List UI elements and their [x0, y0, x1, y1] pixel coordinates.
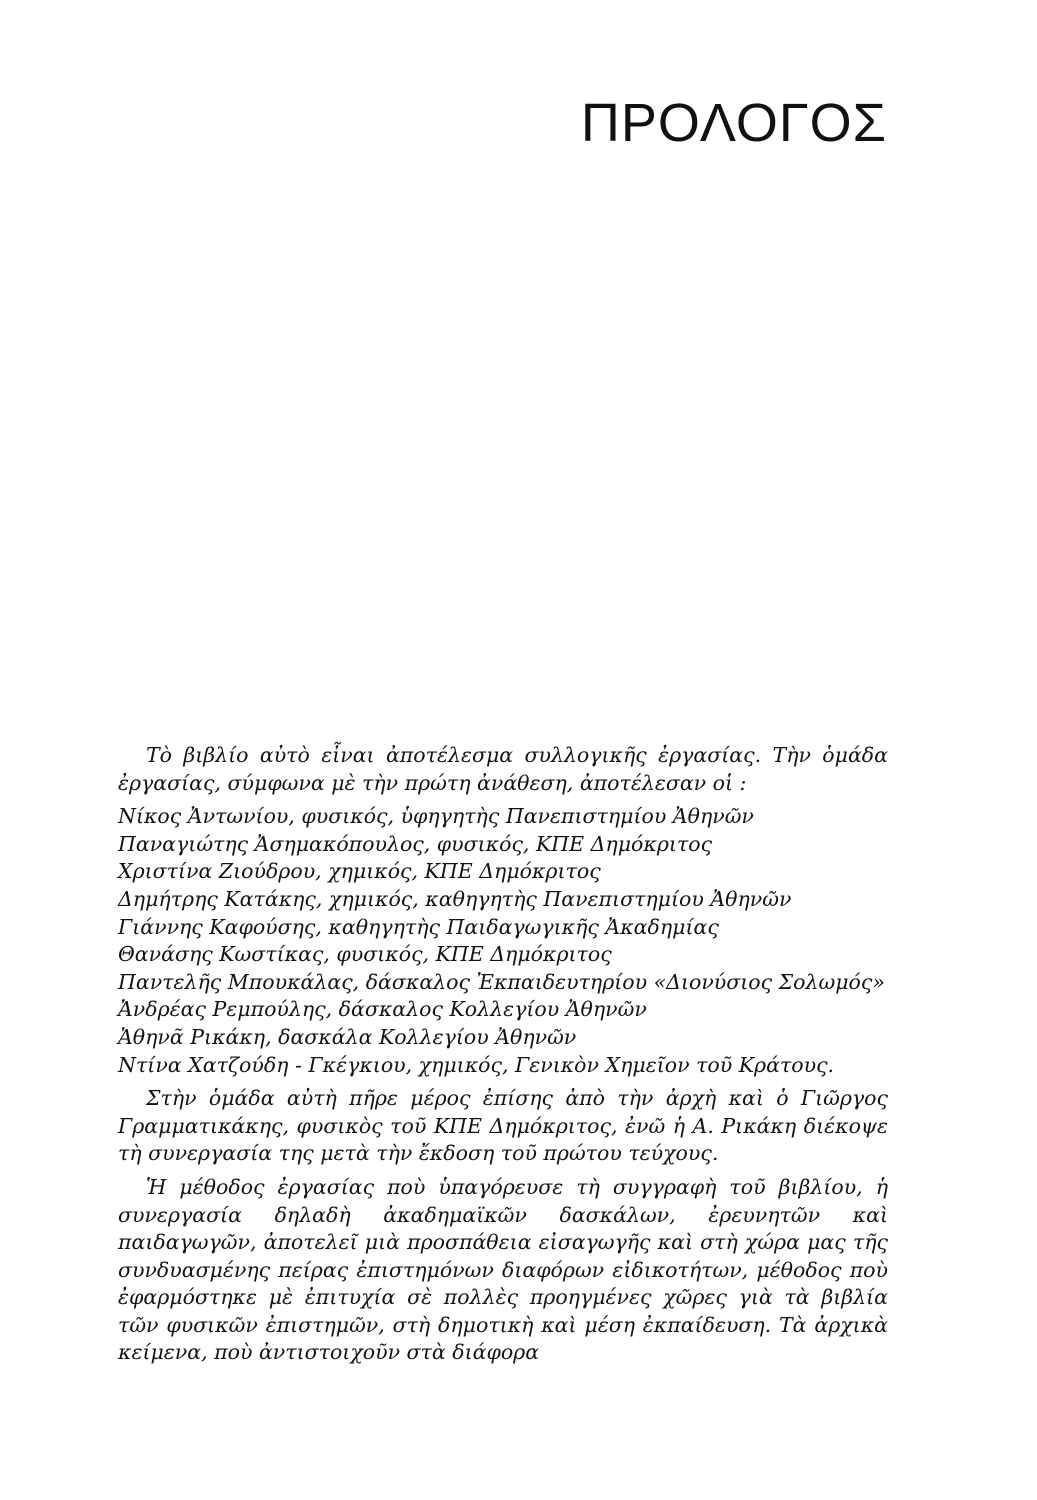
list-item: Νίκος Ἀντωνίου, φυσικός, ὑφηγητὴς Πανεπιστημίου Ἀθηνῶν: [118, 804, 754, 829]
list-item: Παντελῆς Μπουκάλας, δάσκαλος Ἐκπαιδευτηρίου «Διονύσιος Σολωμός»: [118, 969, 885, 994]
list-item: Ντίνα Χατζούδη - Γκέγκιου, χημικός, Γενικὸν Χημεῖον τοῦ Κράτους.: [118, 1052, 835, 1077]
list-item: Ἀνδρέας Ρεμπούλης, δάσκαλος Κολλεγίου Ἀθηνῶν: [118, 997, 647, 1022]
list-item: Θανάσης Κωστίκας, φυσικός, ΚΠΕ Δημόκριτος: [118, 942, 612, 967]
list-item: Χριστίνα Ζιούδρου, χημικός, ΚΠΕ Δημόκριτος: [118, 859, 601, 884]
list-item: Παναγιώτης Ἀσημακόπουλος, φυσικός, ΚΠΕ Δημόκριτος: [118, 831, 713, 856]
method-paragraph: Ἡ μέθοδος ἐργασίας ποὺ ὑπαγόρευσε τὴ συγγραφὴ τοῦ βιβλίου, ἡ συνεργασία δηλαδὴ ἀκαδημαϊκῶν δασκάλων, ἐρευνητῶν καὶ παιδαγωγῶν, ἀποτελεῖ μιὰ προσπάθεια εἰσαγωγῆς καὶ στὴ χώρα μας τῆς συνδυασμένης πείρας ἐπιστημόνων διαφόρων εἰδικοτήτων, μέθοδος ποὺ ἐφαρμόστηκε μὲ ἐπιτυχία σὲ πολλὲς προηγμένες χῶρες γιὰ τὰ βιβλία τῶν φυσικῶν ἐπιστημῶν, στὴ δημοτικὴ καὶ μέση ἐκπαίδευση. Τὰ ἀρχικὰ κείμενα, ποὺ ἀντιστοιχοῦν στὰ διάφορα: [118, 1174, 888, 1365]
list-item: Γιάννης Καφούσης, καθηγητὴς Παιδαγωγικῆς Ἀκαδημίας: [118, 914, 719, 939]
list-item: Δημήτρης Κατάκης, χημικός, καθηγητὴς Πανεπιστημίου Ἀθηνῶν: [118, 886, 792, 911]
list-item: Ἀθηνᾶ Ρικάκη, δασκάλα Κολλεγίου Ἀθηνῶν: [118, 1024, 577, 1049]
team-members-list: [118, 803, 888, 1079]
team-note-paragraph: Στὴν ὁμάδα αὐτὴ πῆρε μέρος ἐπίσης ἀπὸ τὴν ἀρχὴ καὶ ὁ Γιῶργος Γραμματικάκης, φυσικὸς τοῦ ΚΠΕ Δημόκριτος, ἐνῶ ἡ Α. Ρικάκη διέκοψε τὴ συνεργασία της μετὰ τὴν ἔκδοση τοῦ πρώτου τεύχους.: [118, 1086, 888, 1166]
page-title: ΠΡΟΛΟΓΟΣ: [580, 93, 887, 153]
intro-paragraph: Τὸ βιβλίο αὐτὸ εἶναι ἀποτέλεσμα συλλογικῆς ἐργασίας. Τὴν ὁμάδα ἐργασίας, σύμφωνα μὲ τὴν πρώτη ἀνάθεση, ἀποτέλεσαν οἱ :: [118, 743, 888, 795]
prologue-body: [118, 742, 888, 1373]
